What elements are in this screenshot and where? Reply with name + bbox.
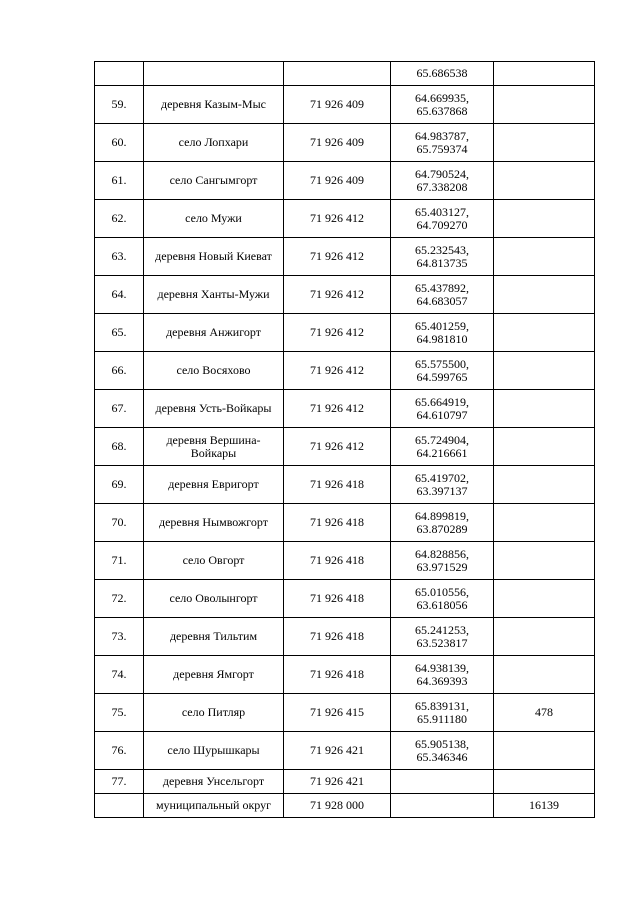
table-row — [95, 124, 595, 162]
cell-population — [494, 86, 595, 124]
cell-population — [494, 504, 595, 542]
cell-oktmo-code: 71 926 409 — [284, 86, 391, 124]
cell-name: село Восяхово — [144, 352, 284, 390]
cell-name: деревня Казым-Мыс — [144, 86, 284, 124]
cell-number: 71. — [95, 542, 144, 580]
cell-coordinates — [391, 542, 494, 580]
cell-name: деревня Унсельгорт — [144, 770, 284, 794]
table-row — [95, 200, 595, 238]
cell-coordinates — [391, 276, 494, 314]
cell-name: деревня Вершина-Войкары — [144, 428, 284, 466]
cell-coordinates — [391, 124, 494, 162]
cell-population — [494, 62, 595, 86]
cell-oktmo-code: 71 928 000 — [284, 794, 391, 818]
cell-oktmo-code: 71 926 412 — [284, 428, 391, 466]
cell-population — [494, 162, 595, 200]
cell-number: 65. — [95, 314, 144, 352]
cell-name: деревня Евригорт — [144, 466, 284, 504]
cell-coordinates — [391, 200, 494, 238]
table-row — [95, 314, 595, 352]
cell-name: деревня Ханты-Мужи — [144, 276, 284, 314]
cell-oktmo-code: 71 926 409 — [284, 162, 391, 200]
cell-oktmo-code: 71 926 412 — [284, 276, 391, 314]
table-row — [95, 466, 595, 504]
cell-number: 66. — [95, 352, 144, 390]
cell-number: 63. — [95, 238, 144, 276]
cell-coordinates — [391, 618, 494, 656]
cell-population — [494, 314, 595, 352]
latitude: 65.724904, — [415, 432, 469, 447]
latitude: 65.575500, — [415, 356, 469, 371]
cell-oktmo-code: 71 926 409 — [284, 124, 391, 162]
cell-population — [494, 618, 595, 656]
cell-number: 67. — [95, 390, 144, 428]
cell-number: 59. — [95, 86, 144, 124]
cell-coordinates — [391, 580, 494, 618]
cell-population — [494, 124, 595, 162]
cell-name: село Шурышкары — [144, 732, 284, 770]
longitude: 67.338208 — [416, 179, 468, 194]
cell-coordinates — [391, 162, 494, 200]
cell-coordinates — [391, 314, 494, 352]
cell-population — [494, 352, 595, 390]
table-row — [95, 504, 595, 542]
table-row — [95, 162, 595, 200]
table-row — [95, 390, 595, 428]
table-row — [95, 732, 595, 770]
cell-oktmo-code: 71 926 418 — [284, 618, 391, 656]
latitude: 65.437892, — [415, 280, 469, 295]
cell-number: 74. — [95, 656, 144, 694]
cell-oktmo-code: 71 926 412 — [284, 390, 391, 428]
cell-oktmo-code: 71 926 418 — [284, 466, 391, 504]
table-row — [95, 694, 595, 732]
latitude: 65.419702, — [415, 470, 469, 485]
table-row — [95, 656, 595, 694]
cell-name: муниципальный округ — [144, 794, 284, 818]
latitude: 64.983787, — [415, 128, 469, 143]
cell-number: 70. — [95, 504, 144, 542]
cell-number: 64. — [95, 276, 144, 314]
cell-population — [494, 390, 595, 428]
latitude: 64.828856, — [415, 546, 469, 561]
cell-coordinates — [391, 428, 494, 466]
longitude: 63.971529 — [416, 559, 468, 574]
longitude: 65.346346 — [416, 749, 468, 764]
cell-coordinates — [391, 656, 494, 694]
latitude: 65.232543, — [415, 242, 469, 257]
cell-population — [494, 732, 595, 770]
cell-name: деревня Новый Киеват — [144, 238, 284, 276]
latitude: 64.790524, — [415, 166, 469, 181]
cell-coordinates — [391, 352, 494, 390]
cell-oktmo-code: 71 926 412 — [284, 352, 391, 390]
cell-coordinates — [391, 86, 494, 124]
cell-name: деревня Усть-Войкары — [144, 390, 284, 428]
settlements-table-body — [95, 62, 595, 818]
latitude: 65.241253, — [415, 622, 469, 637]
cell-number: 62. — [95, 200, 144, 238]
cell-population — [494, 656, 595, 694]
cell-oktmo-code — [284, 62, 391, 86]
cell-coordinates — [391, 794, 494, 818]
settlements-table-page — [94, 61, 595, 818]
cell-number: 72. — [95, 580, 144, 618]
cell-number: 73. — [95, 618, 144, 656]
table-row — [95, 238, 595, 276]
latitude: 64.938139, — [415, 660, 469, 675]
cell-number: 61. — [95, 162, 144, 200]
cell-oktmo-code: 71 926 421 — [284, 770, 391, 794]
cell-oktmo-code: 71 926 415 — [284, 694, 391, 732]
cell-name: деревня Тильтим — [144, 618, 284, 656]
cell-number: 60. — [95, 124, 144, 162]
cell-name — [144, 62, 284, 86]
cell-name: село Овгорт — [144, 542, 284, 580]
cell-number — [95, 794, 144, 818]
latitude: 65.839131, — [415, 698, 469, 713]
latitude: 65.401259, — [415, 318, 469, 333]
cell-population — [494, 466, 595, 504]
table-row — [95, 580, 595, 618]
cell-name: деревня Ямгорт — [144, 656, 284, 694]
settlements-table — [94, 61, 595, 818]
cell-oktmo-code: 71 926 418 — [284, 504, 391, 542]
longitude: 63.870289 — [416, 521, 468, 536]
cell-coordinates — [391, 238, 494, 276]
longitude: 64.981810 — [416, 331, 468, 346]
cell-oktmo-code: 71 926 418 — [284, 580, 391, 618]
cell-name: село Мужи — [144, 200, 284, 238]
cell-population: 478 — [494, 694, 595, 732]
cell-oktmo-code: 71 926 421 — [284, 732, 391, 770]
cell-coordinates — [391, 732, 494, 770]
table-row — [95, 428, 595, 466]
cell-number: 68. — [95, 428, 144, 466]
longitude: 64.683057 — [416, 293, 468, 308]
longitude: 63.523817 — [416, 635, 468, 650]
cell-population — [494, 580, 595, 618]
latitude: 65.905138, — [415, 736, 469, 751]
latitude: 65.403127, — [415, 204, 469, 219]
cell-name: деревня Нымвожгорт — [144, 504, 284, 542]
cell-number: 76. — [95, 732, 144, 770]
cell-number: 69. — [95, 466, 144, 504]
longitude: 64.813735 — [416, 255, 468, 270]
table-row-total — [95, 794, 595, 818]
table-row — [95, 352, 595, 390]
latitude: 64.899819, — [415, 508, 469, 523]
cell-coordinates: 65.686538 — [391, 62, 494, 86]
cell-name: село Питляр — [144, 694, 284, 732]
cell-name: село Сангымгорт — [144, 162, 284, 200]
longitude: 65.911180 — [416, 711, 468, 726]
cell-population — [494, 200, 595, 238]
cell-coordinates — [391, 770, 494, 794]
cell-oktmo-code: 71 926 412 — [284, 314, 391, 352]
cell-coordinates — [391, 504, 494, 542]
table-row — [95, 86, 595, 124]
cell-number: 75. — [95, 694, 144, 732]
longitude: 64.599765 — [416, 369, 468, 384]
cell-coordinates — [391, 390, 494, 428]
cell-population — [494, 770, 595, 794]
table-row — [95, 618, 595, 656]
longitude: 64.709270 — [416, 217, 468, 232]
longitude: 63.618056 — [416, 597, 468, 612]
cell-oktmo-code: 71 926 412 — [284, 238, 391, 276]
table-row — [95, 276, 595, 314]
cell-name: село Оволынгорт — [144, 580, 284, 618]
longitude: 63.397137 — [416, 483, 468, 498]
longitude: 64.610797 — [416, 407, 468, 422]
cell-number: 77. — [95, 770, 144, 794]
cell-population — [494, 238, 595, 276]
cell-oktmo-code: 71 926 412 — [284, 200, 391, 238]
cell-coordinates — [391, 694, 494, 732]
cell-name: деревня Анжигорт — [144, 314, 284, 352]
table-row — [95, 542, 595, 580]
cell-population: 16139 — [494, 794, 595, 818]
cell-coordinates — [391, 466, 494, 504]
longitude: 65.637868 — [416, 103, 468, 118]
longitude: 64.216661 — [416, 445, 468, 460]
table-row-continuation — [95, 62, 595, 86]
cell-population — [494, 276, 595, 314]
latitude: 64.669935, — [415, 90, 469, 105]
longitude: 64.369393 — [416, 673, 468, 688]
cell-name: село Лопхари — [144, 124, 284, 162]
latitude: 65.010556, — [415, 584, 469, 599]
cell-population — [494, 542, 595, 580]
cell-oktmo-code: 71 926 418 — [284, 656, 391, 694]
latitude: 65.664919, — [415, 394, 469, 409]
cell-number — [95, 62, 144, 86]
cell-oktmo-code: 71 926 418 — [284, 542, 391, 580]
cell-population — [494, 428, 595, 466]
table-row-77 — [95, 770, 595, 794]
longitude: 65.759374 — [416, 141, 468, 156]
